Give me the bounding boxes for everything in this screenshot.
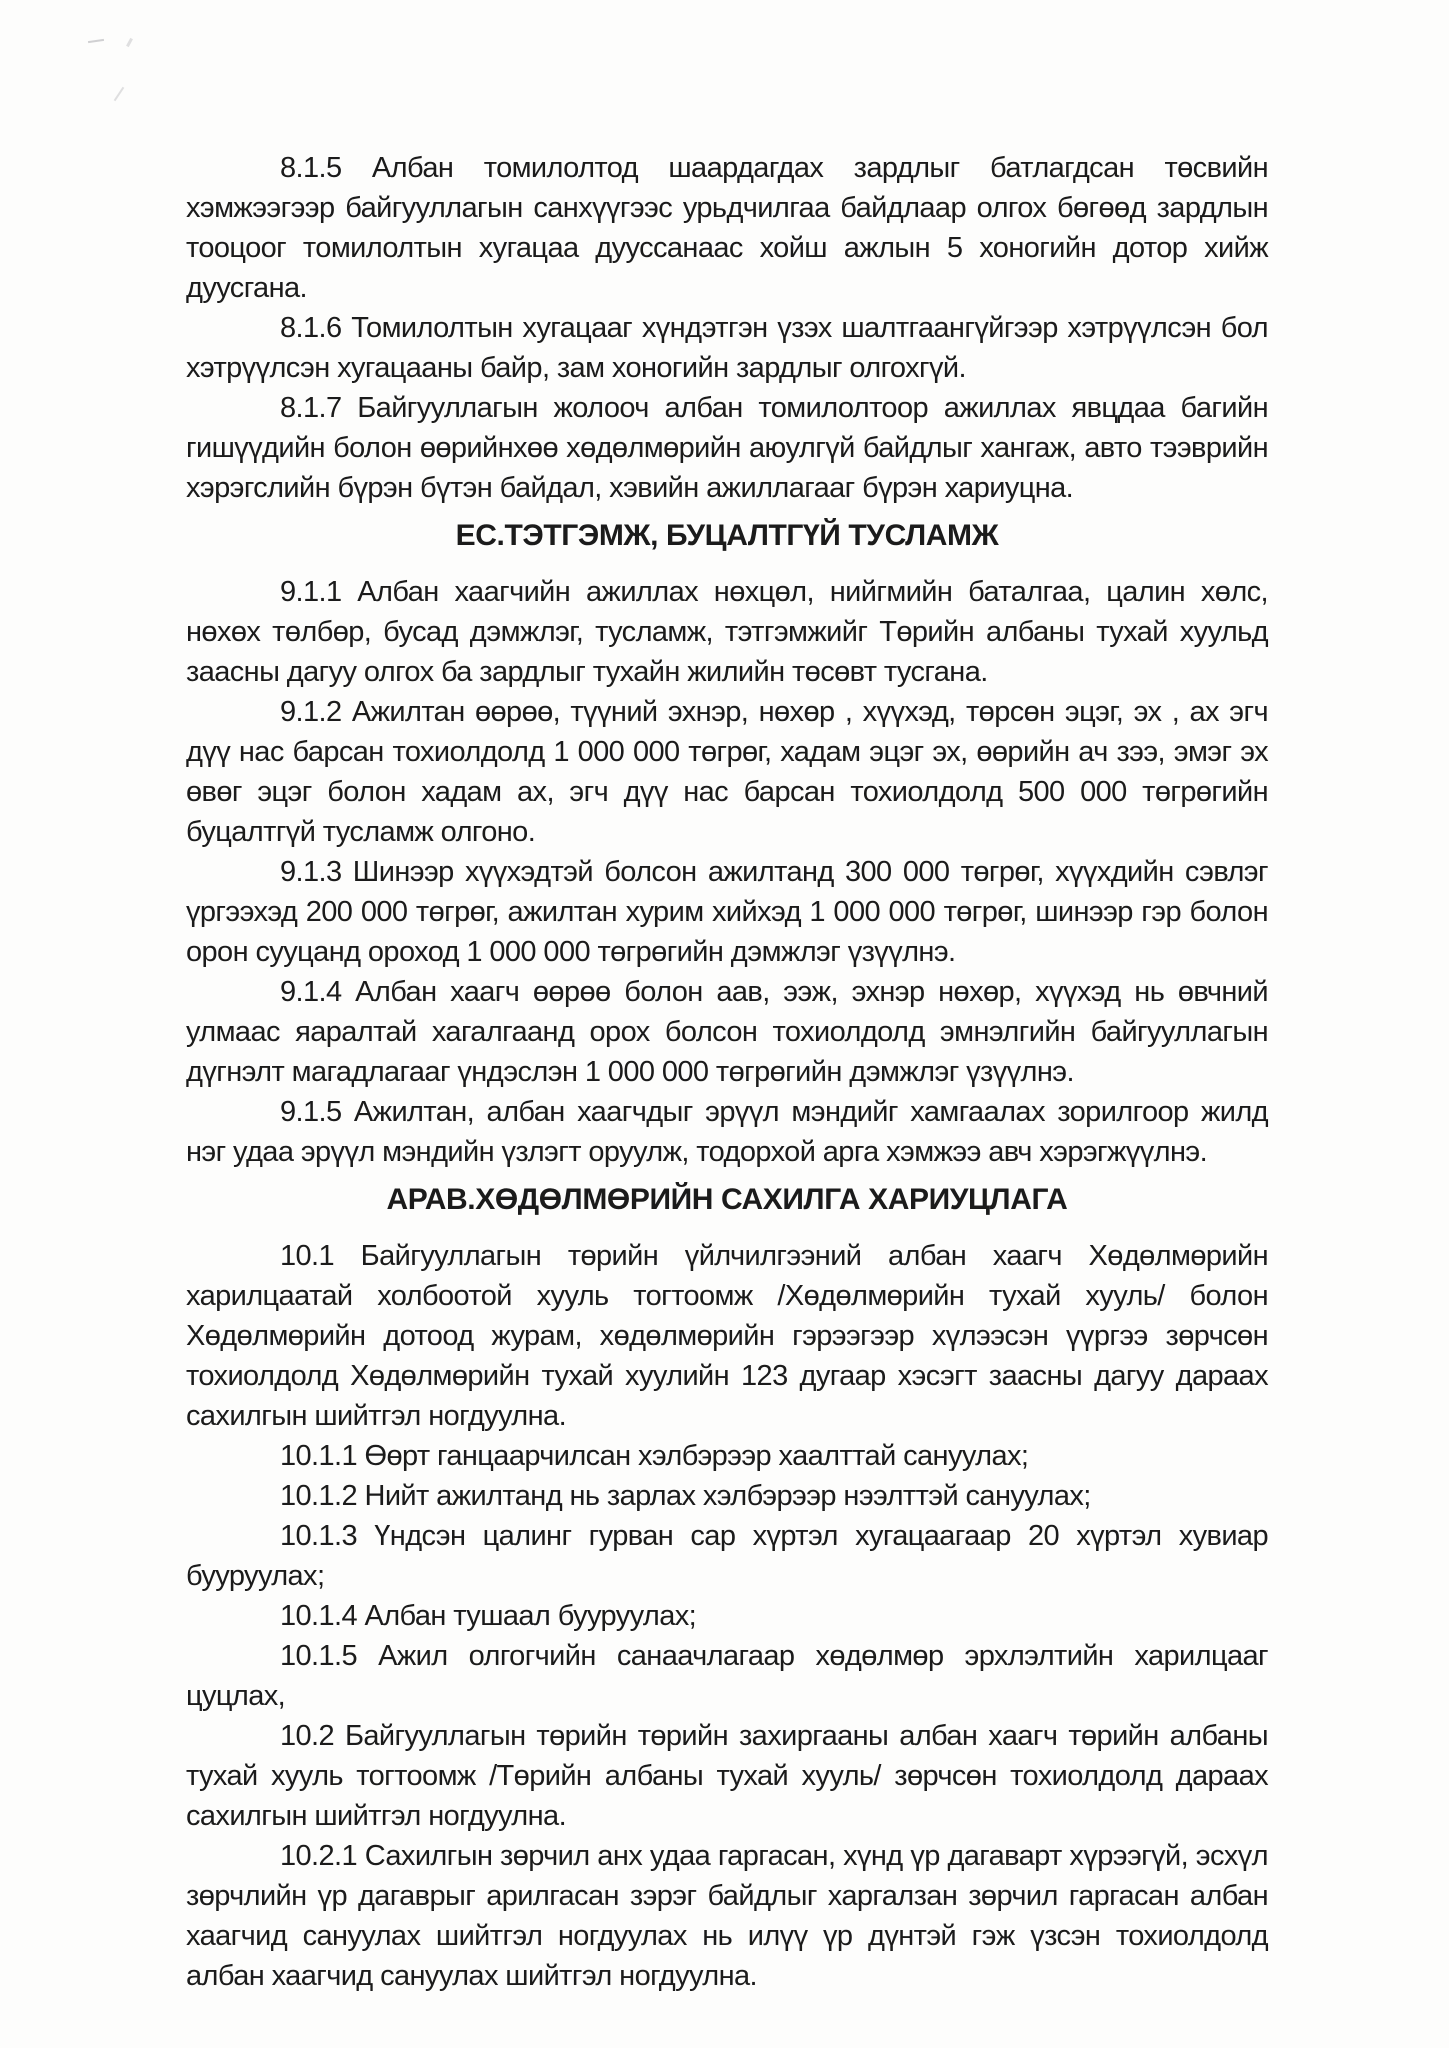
scan-artifact	[126, 38, 133, 47]
paragraph-10-1-1: 10.1.1 Өөрт ганцаарчилсан хэлбэрээр хаалттай сануулах;	[280, 1440, 1029, 1472]
paragraph-10-1-4: 10.1.4 Албан тушаал бууруулах;	[280, 1600, 697, 1632]
paragraph-8-1-7: 8.1.7 Байгууллагын жолооч албан томилолтоор ажиллах явцдаа багийн гишүүдийн болон өөрийнхөө хөдөлмөрийн аюулгүй байдлыг хангаж, авто тээврийн хэрэгслийн бүрэн бүтэн байдал, хэвийн ажиллагааг бүрэн хариуцна.	[186, 392, 1268, 504]
paragraph-10-1-2: 10.1.2 Нийт ажилтанд нь зарлах хэлбэрээр нээлттэй сануулах;	[280, 1480, 1091, 1512]
paragraph-8-1-5: 8.1.5 Албан томилолтод шаардагдах зардлыг батлагдсан төсвийн хэмжээгээр байгууллагын санхүүгээс урьдчилгаа байдлаар олгох бөгөөд зардлын тооцоог томилолтын хугацаа дууссанаас хойш ажлын 5 хоногийн дотор хийж дуусгана.	[186, 152, 1268, 304]
paragraph-10-1-3: 10.1.3 Үндсэн цалинг гурван сар хүртэл хугацаагаар 20 хүртэл хувиар бууруулах;	[186, 1520, 1268, 1592]
paragraph-9-1-5: 9.1.5 Ажилтан, албан хаагчдыг эрүүл мэндийг хамгаалах зорилгоор жилд нэг удаа эрүүл мэндийн үзлэгт оруулж, тодорхой арга хэмжээ авч хэрэгжүүлнэ.	[186, 1096, 1268, 1168]
paragraph-9-1-2: 9.1.2 Ажилтан өөрөө, түүний эхнэр, нөхөр , хүүхэд, төрсөн эцэг, эх , ах эгч дүү нас барсан тохиолдолд 1 000 000 төгрөг, хадам эцэг эх, өөрийн ач зээ, эмэг эх өвөг эцэг болон хадам ах, эгч дүү нас барсан тохиолдолд 500 000 төгрөгийн буцалтгүй тусламж олгоно.	[186, 696, 1268, 848]
paragraph-10-2-1: 10.2.1 Сахилгын зөрчил анх удаа гаргасан, хүнд үр дагаварт хүрээгүй, эсхүл зөрчлийн үр дагаврыг арилгасан зэрэг байдлыг харгалзан зөрчил гаргасан албан хаагчид сануулах шийтгэл ногдуулах нь илүү үр дүнтэй гэж үзсэн тохиолдолд албан хаагчид сануулах шийтгэл ногдуулна.	[186, 1840, 1268, 1992]
paragraph-9-1-4: 9.1.4 Албан хаагч өөрөө болон аав, ээж, эхнэр нөхөр, хүүхэд нь өвчний улмаас яаралтай хагалгаанд орох болсон тохиолдолд эмнэлгийн байгууллагын дүгнэлт магадлагааг үндэслэн 1 000 000 төгрөгийн дэмжлэг үзүүлнэ.	[186, 976, 1268, 1088]
paragraph-10-1: 10.1 Байгууллагын төрийн үйлчилгээний албан хаагч Хөдөлмөрийн харилцаатай холбоотой хууль тогтоомж /Хөдөлмөрийн тухай хууль/ болон Хөдөлмөрийн дотоод журам, хөдөлмөрийн гэрээгээр хүлээсэн үүргээ зөрчсөн тохиолдолд Хөдөлмөрийн тухай хуулийн 123 дугаар хэсэгт заасны дагуу дараах сахилгын шийтгэл ногдуулна.	[186, 1240, 1268, 1432]
scan-artifact	[114, 87, 125, 101]
paragraph-10-1-5: 10.1.5 Ажил олгогчийн санаачлагаар хөдөлмөр эрхлэлтийн харилцааг цуцлах,	[186, 1640, 1268, 1712]
paragraph-9-1-1: 9.1.1 Албан хаагчийн ажиллах нөхцөл, нийгмийн баталгаа, цалин хөлс, нөхөх төлбөр, бусад дэмжлэг, тусламж, тэтгэмжийг Төрийн албаны тухай хуульд заасны дагуу олгох ба зардлыг тухайн жилийн төсөвт тусгана.	[186, 576, 1268, 688]
paragraph-8-1-6: 8.1.6 Томилолтын хугацааг хүндэтгэн үзэх шалтгаангүйгээр хэтрүүлсэн бол хэтрүүлсэн хугацааны байр, зам хоногийн зардлыг олгохгүй.	[186, 312, 1268, 384]
section-heading-ten-labor-discipline: АРАВ.ХӨДӨЛМӨРИЙН САХИЛГА ХАРИУЦЛАГА	[386, 1183, 1068, 1216]
document-body	[186, 148, 1268, 1996]
scan-artifact	[88, 39, 104, 43]
section-heading-nine-allowance: ЕС.ТЭТГЭМЖ, БУЦАЛТГҮЙ ТУСЛАМЖ	[455, 519, 999, 552]
paragraph-10-2: 10.2 Байгууллагын төрийн төрийн захиргааны албан хаагч төрийн албаны тухай хууль тогтоомж /Төрийн албаны тухай хууль/ зөрчсөн тохиолдолд дараах сахилгын шийтгэл ногдуулна.	[186, 1720, 1268, 1832]
paragraph-9-1-3: 9.1.3 Шинээр хүүхэдтэй болсон ажилтанд 300 000 төгрөг, хүүхдийн сэвлэг үргээхэд 200 000 төгрөг, ажилтан хурим хийхэд 1 000 000 төгрөг, шинээр гэр болон орон сууцанд ороход 1 000 000 төгрөгийн дэмжлэг үзүүлнэ.	[186, 856, 1268, 968]
